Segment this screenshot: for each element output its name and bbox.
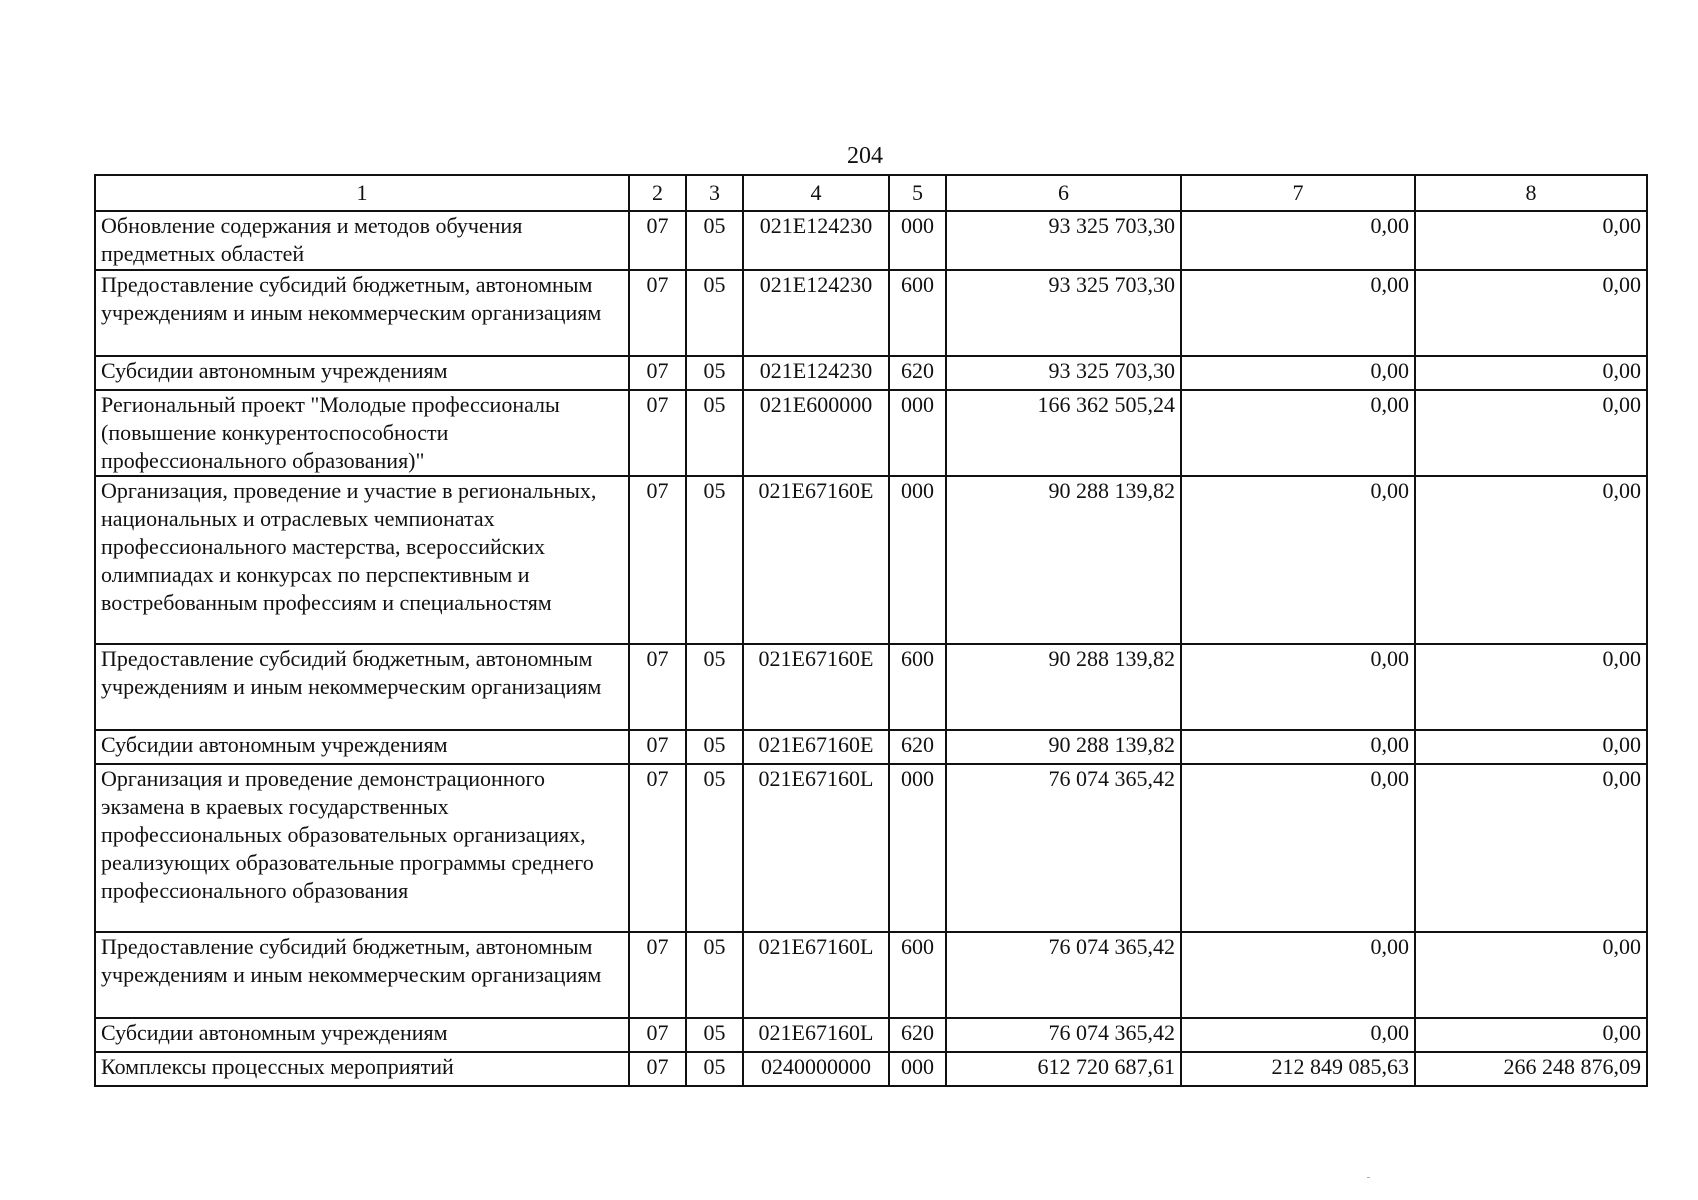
amount-col-7: 0,00: [1181, 270, 1415, 356]
expense-type-code: 000: [889, 1052, 946, 1086]
amount-col-6: 76 074 365,42: [946, 764, 1181, 932]
expense-type-code: 620: [889, 730, 946, 764]
expense-type-code: 000: [889, 764, 946, 932]
section-code: 07: [629, 356, 686, 390]
target-article-code: 0240000000: [743, 1052, 889, 1086]
section-code: 07: [629, 764, 686, 932]
section-code: 07: [629, 476, 686, 644]
table-row: [95, 932, 1647, 1018]
target-article-code: 021E124230: [743, 211, 889, 270]
row-name: Организация и проведение демонстрационного экзамена в краевых государственных профессиональных образовательных организациях, реализующих образовательные программы среднего профессионального образования: [95, 764, 629, 932]
table-row: [95, 730, 1647, 764]
subsection-code: 05: [686, 270, 743, 356]
amount-col-6: 612 720 687,61: [946, 1052, 1181, 1086]
subsection-code: 05: [686, 644, 743, 730]
amount-col-8: 0,00: [1415, 211, 1647, 270]
column-header: 6: [946, 175, 1181, 211]
row-name: Региональный проект "Молодые профессионалы (повышение конкурентоспособности профессионального образования)": [95, 390, 629, 476]
amount-col-8: 0,00: [1415, 390, 1647, 476]
expense-type-code: 000: [889, 390, 946, 476]
amount-col-6: 76 074 365,42: [946, 1018, 1181, 1052]
amount-col-8: 266 248 876,09: [1415, 1052, 1647, 1086]
subsection-code: 05: [686, 211, 743, 270]
subsection-code: 05: [686, 1018, 743, 1052]
amount-col-7: 0,00: [1181, 764, 1415, 932]
amount-col-8: 0,00: [1415, 764, 1647, 932]
row-name: Организация, проведение и участие в региональных, национальных и отраслевых чемпионатах профессионального мастерства, всероссийских олимпиадах и конкурсах по перспективным и востребованным профессиям и специальностям: [95, 476, 629, 644]
amount-col-6: 166 362 505,24: [946, 390, 1181, 476]
amount-col-6: 90 288 139,82: [946, 730, 1181, 764]
column-header: 7: [1181, 175, 1415, 211]
section-code: 07: [629, 932, 686, 1018]
expense-type-code: 600: [889, 644, 946, 730]
column-header: 8: [1415, 175, 1647, 211]
amount-col-7: 0,00: [1181, 390, 1415, 476]
target-article-code: 021E67160E: [743, 730, 889, 764]
target-article-code: 021E124230: [743, 270, 889, 356]
target-article-code: 021E67160E: [743, 476, 889, 644]
budget-table: [94, 174, 1648, 1087]
expense-type-code: 620: [889, 1018, 946, 1052]
amount-col-7: 0,00: [1181, 932, 1415, 1018]
amount-col-8: 0,00: [1415, 270, 1647, 356]
section-code: 07: [629, 1018, 686, 1052]
amount-col-7: 0,00: [1181, 1018, 1415, 1052]
amount-col-7: 0,00: [1181, 476, 1415, 644]
amount-col-7: 0,00: [1181, 356, 1415, 390]
amount-col-7: 0,00: [1181, 644, 1415, 730]
amount-col-8: 0,00: [1415, 730, 1647, 764]
amount-col-8: 0,00: [1415, 476, 1647, 644]
subsection-code: 05: [686, 356, 743, 390]
amount-col-6: 93 325 703,30: [946, 356, 1181, 390]
column-header: 1: [95, 175, 629, 211]
table-row: [95, 764, 1647, 932]
target-article-code: 021E124230: [743, 356, 889, 390]
column-header: 2: [629, 175, 686, 211]
amount-col-6: 76 074 365,42: [946, 932, 1181, 1018]
column-header: 4: [743, 175, 889, 211]
expense-type-code: 620: [889, 356, 946, 390]
subsection-code: 05: [686, 1052, 743, 1086]
table-row: [95, 1018, 1647, 1052]
table-row: [95, 211, 1647, 270]
row-name: Предоставление субсидий бюджетным, автономным учреждениям и иным некоммерческим организациям: [95, 644, 629, 730]
table-header: [95, 175, 1647, 211]
amount-col-6: 93 325 703,30: [946, 211, 1181, 270]
amount-col-6: 93 325 703,30: [946, 270, 1181, 356]
amount-col-6: 90 288 139,82: [946, 644, 1181, 730]
amount-col-7: 212 849 085,63: [1181, 1052, 1415, 1086]
column-header: 3: [686, 175, 743, 211]
expense-type-code: 000: [889, 211, 946, 270]
row-name: Субсидии автономным учреждениям: [95, 730, 629, 764]
table-row: [95, 476, 1647, 644]
table-row: [95, 356, 1647, 390]
subsection-code: 05: [686, 932, 743, 1018]
target-article-code: 021E600000: [743, 390, 889, 476]
section-code: 07: [629, 270, 686, 356]
section-code: 07: [629, 1052, 686, 1086]
page-number: 204: [847, 143, 883, 169]
table-body: [95, 211, 1647, 1086]
amount-col-8: 0,00: [1415, 356, 1647, 390]
section-code: 07: [629, 390, 686, 476]
subsection-code: 05: [686, 390, 743, 476]
table-row: [95, 270, 1647, 356]
amount-col-8: 0,00: [1415, 932, 1647, 1018]
section-code: 07: [629, 211, 686, 270]
target-article-code: 021E67160E: [743, 644, 889, 730]
amount-col-7: 0,00: [1181, 730, 1415, 764]
amount-col-6: 90 288 139,82: [946, 476, 1181, 644]
section-code: 07: [629, 644, 686, 730]
expense-type-code: 000: [889, 476, 946, 644]
row-name: Предоставление субсидий бюджетным, автономным учреждениям и иным некоммерческим организациям: [95, 932, 629, 1018]
row-name: Комплексы процессных мероприятий: [95, 1052, 629, 1086]
amount-col-8: 0,00: [1415, 644, 1647, 730]
amount-col-7: 0,00: [1181, 211, 1415, 270]
scan-artifact: [1367, 1177, 1370, 1178]
amount-col-8: 0,00: [1415, 1018, 1647, 1052]
target-article-code: 021E67160L: [743, 764, 889, 932]
subsection-code: 05: [686, 764, 743, 932]
row-name: Субсидии автономным учреждениям: [95, 1018, 629, 1052]
table-row: [95, 644, 1647, 730]
expense-type-code: 600: [889, 270, 946, 356]
expense-type-code: 600: [889, 932, 946, 1018]
row-name: Субсидии автономным учреждениям: [95, 356, 629, 390]
column-header: 5: [889, 175, 946, 211]
subsection-code: 05: [686, 730, 743, 764]
target-article-code: 021E67160L: [743, 932, 889, 1018]
header-row: [95, 175, 1647, 211]
table-row: [95, 390, 1647, 476]
row-name: Обновление содержания и методов обучения предметных областей: [95, 211, 629, 270]
subsection-code: 05: [686, 476, 743, 644]
section-code: 07: [629, 730, 686, 764]
target-article-code: 021E67160L: [743, 1018, 889, 1052]
table-row: [95, 1052, 1647, 1086]
row-name: Предоставление субсидий бюджетным, автономным учреждениям и иным некоммерческим организациям: [95, 270, 629, 356]
